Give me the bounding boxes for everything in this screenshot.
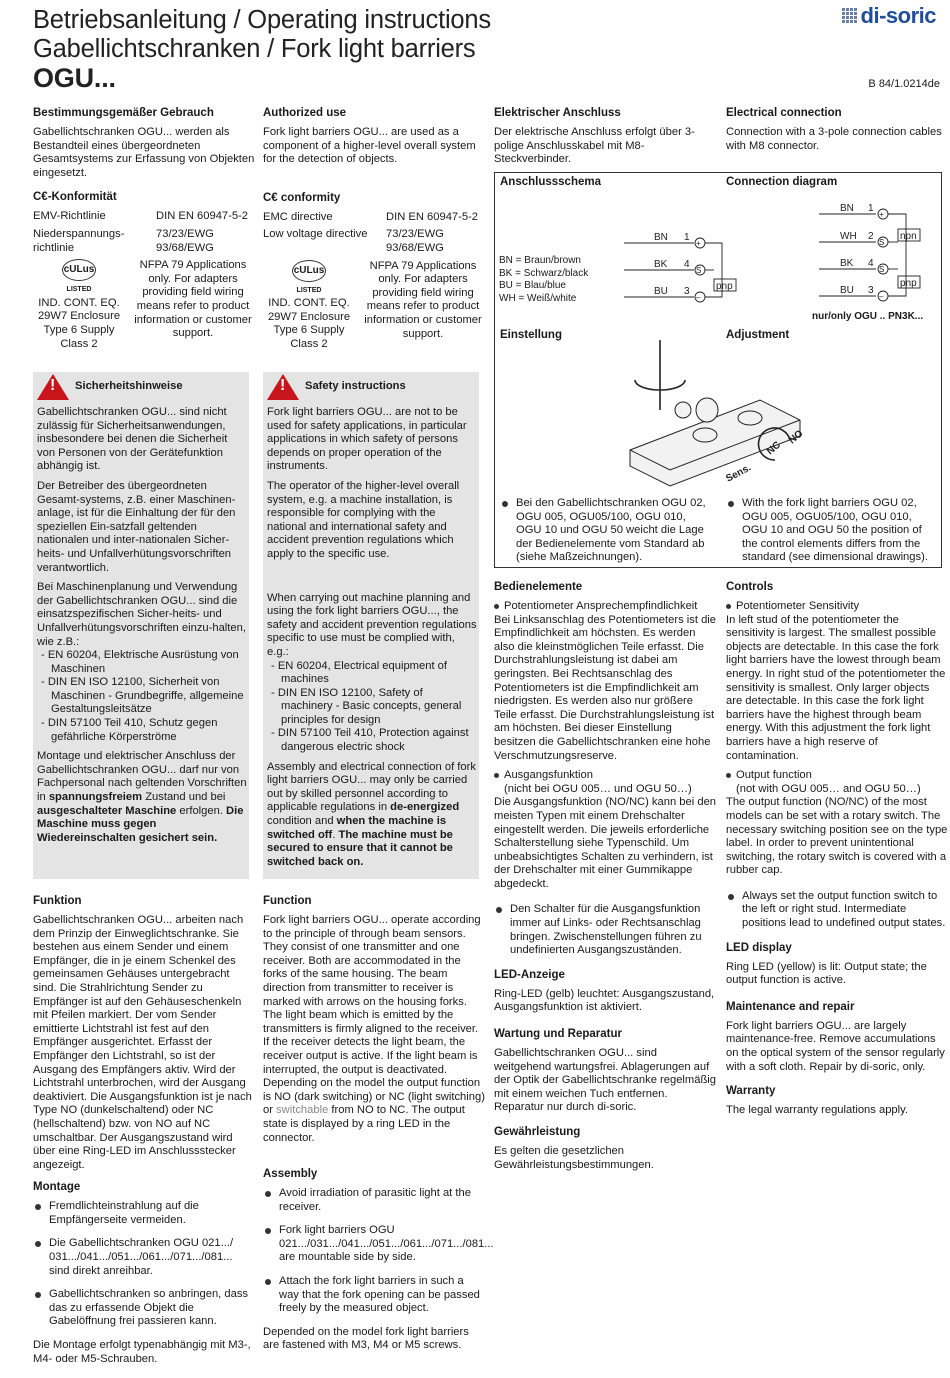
svg-text:pnp: pnp [716, 281, 733, 292]
no-label: NO [786, 428, 806, 447]
ul-logo-icon: cULus [292, 260, 326, 282]
svg-text:1: 1 [684, 232, 690, 243]
svg-text:BK: BK [840, 258, 854, 269]
svg-text:+: + [696, 239, 701, 248]
sensor-illustration [600, 340, 830, 490]
svg-text:1: 1 [868, 203, 874, 214]
schema-title-en: Connection diagram [726, 176, 838, 188]
ul-listing: cULus LISTED IND. CONT. EQ. 29W7 Enclosure Type 6 Supply Class 2 NFPA 79 Applications only. For adapters providing field wiring means refer to product information or customer support. [37, 259, 252, 350]
elec-de: Elektrischer Anschluss Der elektrische Anschluss erfolgt über 3-polige Anschlusskabel mit M8-Steckverbinder. [494, 107, 695, 166]
function-de: Funktion Gabellichtschranken OGU... arbeiten nach dem Prinzip der Einweglichtschranke. Sie bestehen aus einem Sender und einem Empfänger, die in je einem Schenkel des gemeinsamen Gehäuses untergebracht sind. Die Strahlrichtung Sender zu Empfänger ist auf den Gehäuseschenkeln mit Pfeilen markiert. Der vom Sender emittierte Lichtstrahl ist fest auf den Empfänger ausgerichtet. Erfasst der Empfänger den Lichtstrahl, so ist der Ausgang des Empfängers aktiv. Wird der Lichtstrahl unterbrochen, wird der Ausgang deaktiviert. Die Ausgangsfunktion ist je nach Type NO (dunkelschaltend) oder NC (hellschaltend) bzw. von NO auf NC umschaltbar. Der Ausgangszustand wird über eine Ring-LED im Anschlussstecker angezeigt. Montage Fremdlichteinstrahlung auf die Empfängerseite vermeiden. Die Gabellichtschranken OGU 021.../ 031.../041.../051.../061.../071.../081... sind direkt anreihbar. Gabellichtschranken so anbringen, dass das zu erfassende Objekt die Gabelöffnung frei passieren kann. Die Montage erfolgt typenabhängig mit M3-, M4- oder M5-Schrauben. [33, 894, 255, 1372]
col-german-left [33, 106, 255, 351]
ce-mark-icon: C€ [263, 191, 278, 204]
wire-label: BN [654, 232, 668, 243]
svg-text:pnp: pnp [900, 278, 917, 289]
nc-label: NC [764, 439, 784, 458]
sens-label: Sens. [724, 462, 753, 485]
ul-logo-icon: cULus [62, 259, 96, 281]
warning-icon [267, 374, 299, 400]
safety-en: ! Safety instructions Fork light barriers OGU... are not to be used for safety applications, in particular applications in which safety of persons depends on proper operation of the instruments. The operator of the higher-level overall system, e.g. a machine installation, is responsible for complying with the national and international safety and accident prevention regulations which apply to the specific use. When carrying out machine planning and using the fork light barriers OGU..., the safety and accident prevention regulations specific to use must be complied with, e.g.: - EN 60204, Electrical equipment of machines - DIN EN ISO 12100, Safety of machinery - Basic concepts, general principles for design - DIN 57100 Teil 410, Protection against dangerous electric shock Assembly and electrical connection of fork light barriers OGU... may only be carried out by skilled personnel according to applicable regulations in de-energized condition and when the machine is switched off. The machine must be secured to ensure that it cannot be switched back on. [267, 374, 477, 875]
ce-title: C€-Konformität [33, 191, 117, 204]
controls-de: Bedienelemente Potentiometer Ansprechempfindlichkeit Bei Linksanschlag des Potentiometers ist die Empfindlichkeit am höchsten. Es werden also die kleinstmöglichen Teile erfasst. Die Durchstrahlungsleistung ist dabei am geringsten. Bei Rechtsanschlag des Potentiometers ist die Empfindlichkeit am niedrigsten. Es werden also nur größere Teile erfasst. Die Durchstrahlungsleistung ist am höchsten. Bei dieser Einstellung besitzen die Gabellichtschranken eine hohe Verschmutzungsreserve. Ausgangsfunktion (nicht bei OGU 005… und OGU 50…) Die Ausgangsfunktion (NO/NC) kann bei den meisten Typen mit einem Drehschalter eingestellt werden. Die jeweils erforderliche Schalterstellung siehe Typenschild. Um unbeabsichtigtes Schalten zu verhindern, ist der Drehschalter mit einer Gummikappe abgedeckt. Den Schalter für die Ausgangsfunktion immer auf Links- oder Rechtsanschlag bringen. Zwischenstellungen führen zu undefinierten Ausgangszuständen. LED-Anzeige Ring-LED (gelb) leuchtet: Ausgangszustand, Ausgangsfunktion ist aktiviert. Wartung und Reparatur Gabellichtschranken OGU... sind weitgehend wartungsfrei. Ablagerungen auf der Optik der Gabellichtschranke regelmäßig mit einem weichen Tuch entfernen. Reparatur nur durch di-soric. Gewährleistung Es gelten die gesetzlichen Gewährleistungsbestimmungen. [494, 581, 717, 1171]
svg-text:–: – [879, 292, 884, 301]
document-number: B 84/1.0214de [868, 78, 940, 90]
directive-row: EMV-Richtlinie DIN EN 60947-5-2 [33, 210, 249, 223]
svg-text:BU: BU [840, 285, 854, 296]
svg-text:3: 3 [868, 285, 874, 296]
wire-label: BK [654, 259, 668, 270]
svg-text:–: – [696, 293, 701, 302]
warning-icon [37, 374, 69, 400]
svg-text:WH: WH [840, 231, 857, 242]
ce-mark-icon: C€ [33, 191, 48, 204]
svg-text:+: + [879, 210, 884, 219]
col-english-left: Authorized use Fork light barriers OGU... are used as a component of a higher-level overall system for the detection of objects. C€ conformity EMC directive DIN EN 60947-5-2 Low voltage directive 73/23/EWG 93/68/EWG cULus LISTED IND. CONT. EQ. 29W7 Enclosure Type 6 Supply Class 2 NFPA 79 Applications only. For adapters providing field wiring means refer to product information or customer support. [263, 107, 482, 350]
adjust-note-en: With the fork light barriers OGU 02, OGU 005, OGU05/100, OGU 010, OGU 10 and OGU 50 the position of the control elements differs from the standard (see dimensional drawings). [726, 497, 936, 575]
schema-title: Anschlussschema [500, 176, 601, 188]
document-title: Betriebsanleitung / Operating instructions Gabellichtschranken / Fork light barriers OGU... [33, 6, 491, 93]
connection-diagram [494, 172, 942, 332]
directive-row: Niederspannungs-richtlinie 73/23/EWG 93/68/EWG [33, 227, 214, 254]
wire-label: BU [654, 286, 668, 297]
controls-en: Controls Potentiometer Sensitivity In left stud of the potentiometer the sensitivity is largest. The smallest possible objects are detectable. In this case the fork light barriers have the lowest through beam energy. In right stud of the potentiometer the sensitivity is smallest. Only larger objects are detectable. In this case the fork light barriers have the highest through beam energy. With this adjustment the fork light barriers have a high reserve of contamination. Output function (not with OGU 005… and OGU 50…) The output function (NO/NC) of the most models can be set with a rotary switch. The necessary switching position see on the type label. In order to prevent unintentional switching, the rotary switch is covered with a rubber cap. Always set the output function switch to the left or right stud. Intermediate positions lead to undefined output states. LED display Ring LED (yellow) is lit: Output state; the output function is active. Maintenance and repair Fork light barriers OGU... are largely maintenance-free. Remove accumulations on the optical system of the sensor regularly with a soft cloth. Repair by di-soric, only. Warranty The legal warranty regulations apply. [726, 581, 948, 1117]
adjust-note-de: Bei den Gabellichtschranken OGU 02, OGU 005, OGU05/100, OGU 010, OGU 10 und OGU 50 weicht die Lage der Bedienelemente vom Standard ab (siehe Maßzeichnungen). [500, 497, 714, 575]
adjust-title-en: Adjustment [726, 329, 790, 341]
svg-text:npn: npn [900, 231, 917, 242]
svg-text:2: 2 [868, 231, 874, 242]
company-logo: di-soric [842, 8, 936, 23]
svg-text:S: S [696, 266, 702, 275]
section-title: Bestimmungsgemäßer Gebrauch [33, 107, 214, 119]
svg-text:BN: BN [840, 203, 854, 214]
svg-text:S: S [879, 265, 885, 274]
function-en: Function Fork light barriers OGU... operate according to the principle of through beam sensors. They consist of one transmitter and one receiver. Both are accommodated in the forks of the same housing. The beam direction from transmitter to receiver is marked with arrows on the housing forks. The light beam which is emitted by the transmitters is firmly aligned to the receiver. If the receiver detects the light beam, the receiver output is active. If the light beam is interrupted, the output is deactivated. Depending on the model the output function is NO (dark switching) or NC (light switching) or switchable from NO to NC. The output state is displayed by a ring LED in the connector. Assembly Avoid irradiation of parasitic light at the receiver. Fork light barriers OGU 021.../031.../041.../051.../061.../071.../081... are mountable side by side. Attach the fork light barriers in such a way that the fork opening can be passed freely by the measured object. Depended on the model fork light barriers are fastened with M3, M4 or M5 screws. [263, 895, 494, 1352]
schema-note: nur/only OGU .. PN3K... [812, 311, 924, 322]
elec-en: Electrical connection Connection with a 3-pole connection cables with M8 connector. [726, 107, 942, 152]
svg-text:4: 4 [684, 259, 690, 270]
wire-legend: BN = Braun/brown BK = Schwarz/black BU = Blau/blue WH = Weiß/white [499, 255, 589, 304]
svg-text:4: 4 [868, 258, 874, 269]
paragraph: Gabellichtschranken OGU... werden als Bestandteil eines übergeordneten Gesamtsystems zur Erfassung von Objekten eingesetzt. [33, 126, 255, 179]
adjust-title: Einstellung [500, 329, 562, 341]
safety-de: ! Sicherheitshinweise Gabellichtschranken OGU... sind nicht zulässig für Sicherheitsanwendungen, insbesondere bei denen die Sicherheit von Personen von der Gerätefunktion abhängig ist. Der Betreiber des übergeordneten Gesamt-systems, z.B. einer Maschinen-anlage, ist für die Einhaltung der für den speziellen Ein-satzfall geltenden nationalen und inter-nationalen Sicher-heits- und Unfallverhütungsvorschriften verantwortlich. Bei Maschinenplanung und Verwendung der Gabellichtschranken OGU... sind die einsatzspezifischen Sicher-heits- und Unfallverhütungsvorschriften einzu-halten, wie z.B.: - EN 60204, Elektrische Ausrüstung von Maschinen - DIN EN ISO 12100, Sicherheit von Maschinen - Grundbegriffe, allgemeine Gestaltungsleitsätze - DIN 57100 Teil 410, Schutz gegen gefährliche Körperströme Montage und elektrischer Anschluss der Gabellichtschranken OGU... darf nur von Fachpersonal nach geltenden Vorschriften in spannungsfreiem Zustand und bei ausgeschalteter Maschine erfolgen. Die Maschine muss gegen Wiedereinschalten gesichert sein. [37, 374, 247, 851]
svg-text:3: 3 [684, 286, 690, 297]
svg-text:S: S [879, 238, 885, 247]
